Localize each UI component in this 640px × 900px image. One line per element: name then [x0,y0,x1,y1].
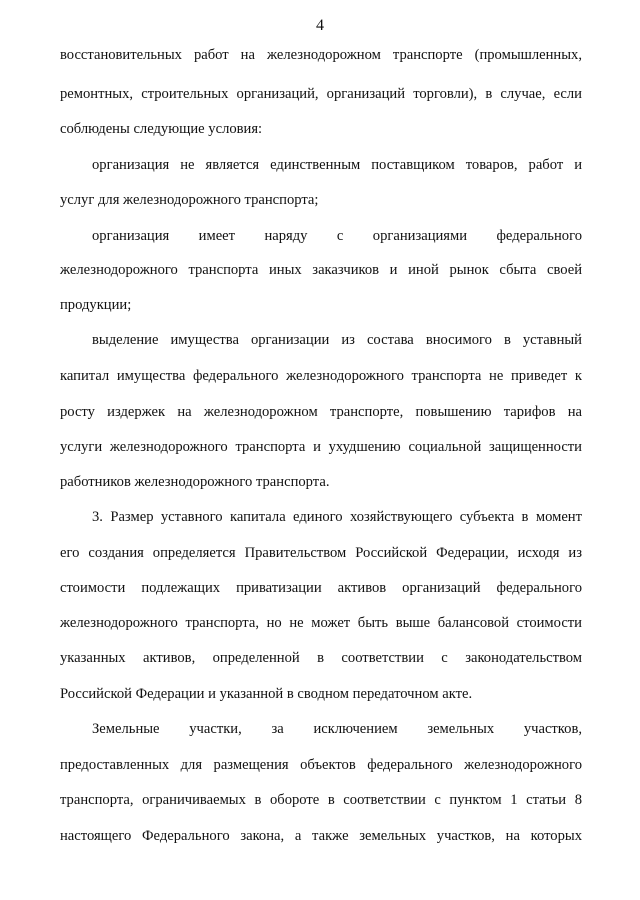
text-line: выделение имущества организации из состава вносимого в уставный [92,332,582,348]
text-line: организация имеет наряду с организациями федерального [92,228,582,244]
text-line: капитал имущества федерального железнодорожного транспорта не приведет к [60,368,582,384]
text-line: настоящего Федерального закона, а также земельных участков, на которых [60,828,582,844]
text-line: Российской Федерации и указанной в сводном передаточном акте. [60,686,473,702]
text-line: железнодорожного транспорта иных заказчиков и иной рынок сбыта своей [60,262,582,278]
page-number: 4 [316,17,324,34]
text-line: соблюдены следующие условия: [60,121,263,137]
text-line: транспорта, ограничиваемых в обороте в соответствии с пунктом 1 статьи 8 [60,792,582,808]
text-line: услуг для железнодорожного транспорта; [60,192,319,208]
text-line: предоставленных для размещения объектов федерального железнодорожного [60,757,582,773]
text-line: продукции; [60,297,132,313]
text-line: 3. Размер уставного капитала единого хозяйствующего субъекта в момент [92,509,582,525]
text-line: железнодорожного транспорта, но не может быть выше балансовой стоимости [60,615,582,631]
text-line: росту издержек на железнодорожном транспорте, повышению тарифов на [60,404,582,420]
text-line: стоимости подлежащих приватизации активов организаций федерального [60,580,582,596]
text-line: ремонтных, строительных организаций, организаций торговли), в случае, если [60,86,582,102]
text-line: восстановительных работ на железнодорожном транспорте (промышленных, [60,47,582,63]
text-line: указанных активов, определенной в соответствии с законодательством [60,650,582,666]
text-line: работников железнодорожного транспорта. [60,474,330,490]
text-line: услуги железнодорожного транспорта и ухудшению социальной защищенности [60,439,582,455]
text-line: организация не является единственным поставщиком товаров, работ и [92,157,582,173]
text-line: Земельные участки, за исключением земельных участков, [92,721,582,737]
text-line: его создания определяется Правительством Российской Федерации, исходя из [60,545,582,561]
